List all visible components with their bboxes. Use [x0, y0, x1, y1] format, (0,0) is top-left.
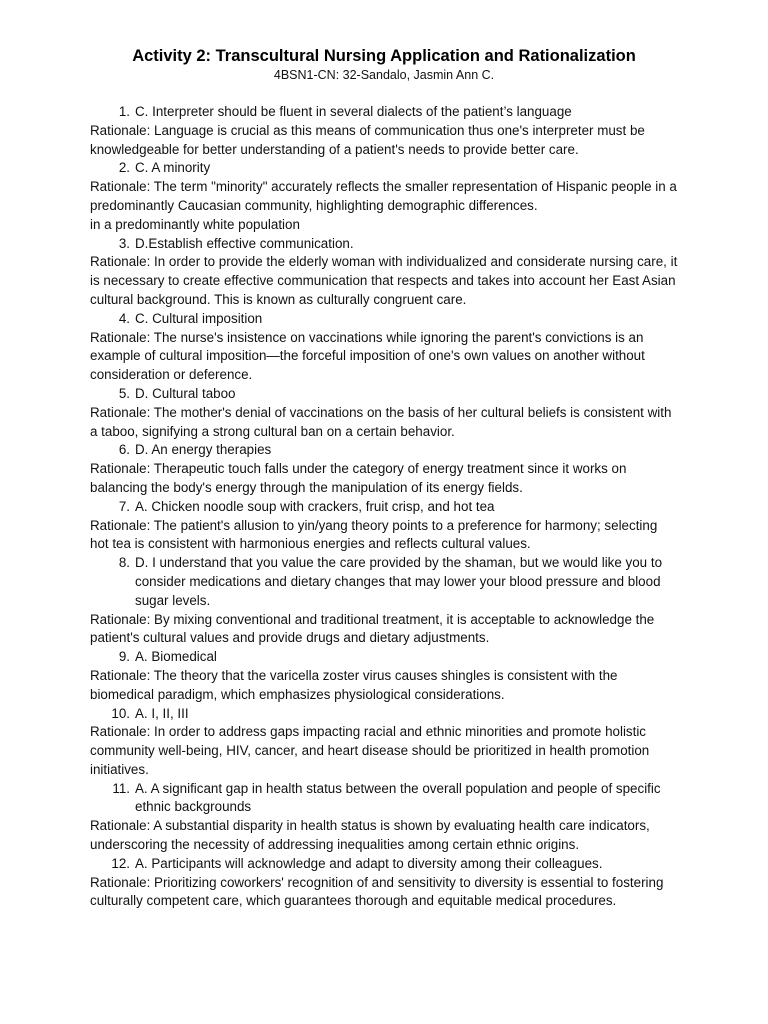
answer-item-6 — [90, 441, 678, 460]
item-number: 2. — [118, 160, 130, 176]
item-number: 4. — [118, 310, 130, 326]
answer-item-10 — [90, 705, 678, 724]
answer-item-4 — [90, 310, 678, 329]
item-number: 1. — [118, 104, 130, 119]
item-rationale: Rationale: The term "minority" accurately reflects the smaller representation of Hispanic people in a predominantly Caucasian community, highlighting demographic differences. — [90, 179, 677, 213]
document-subtitle: 4BSN1-CN: 32-Sandalo, Jasmin Ann C. — [273, 68, 495, 82]
item-answer: A. Biomedical — [135, 649, 217, 665]
item-answer: C. A minority — [135, 160, 211, 176]
answer-item-5 — [90, 385, 678, 404]
answer-item-9 — [90, 648, 678, 667]
item-rationale: Rationale: The nurse's insistence on vaccinations while ignoring the parent's convictions is an example of cultural imposition—the forceful imposition of one's own values on another without consideration or deference. — [90, 329, 645, 383]
answer-item-2 — [90, 159, 678, 178]
item-answer: C. Cultural imposition — [135, 310, 263, 326]
item-rationale: Rationale: A substantial disparity in health status is shown by evaluating health care indicators, underscoring the necessity of addressing inequalities among certain ethnic origins. — [90, 818, 650, 853]
answer-item-12 — [90, 855, 678, 874]
item-number: 5. — [118, 385, 130, 401]
answer-item-11 — [90, 780, 678, 818]
item-answer: D. I understand that you value the care provided by the shaman, but we would like you to consider medications and dietary changes that may lower your blood pressure and blood sugar levels. — [135, 555, 663, 608]
answer-item-1 — [90, 103, 678, 122]
item-rationale: Rationale: Therapeutic touch falls under the category of energy treatment since it works on balancing the body's energy through the manipulation of its energy fields. — [90, 461, 627, 495]
item-number: 8. — [118, 555, 130, 571]
item-number: 6. — [118, 442, 130, 458]
item-number: 7. — [118, 498, 130, 514]
item-number: 11. — [112, 780, 130, 796]
document-title: Activity 2: Transcultural Nursing Application and Rationalization — [132, 47, 636, 65]
item-number: 9. — [118, 649, 130, 665]
item-rationale: Rationale: By mixing conventional and traditional treatment, it is acceptable to acknowledge the patient's cultural values and provide drugs and dietary adjustments. — [90, 611, 655, 646]
item-answer: A. I, II, III — [135, 705, 189, 721]
answer-item-3 — [90, 235, 678, 254]
item-extra-note: in a predominantly white population — [90, 216, 300, 232]
item-answer: C. Interpreter should be fluent in several dialects of the patient’s language — [135, 104, 572, 119]
item-answer: D. An energy therapies — [135, 442, 272, 458]
item-answer: A. Chicken noodle soup with crackers, fruit crisp, and hot tea — [135, 498, 495, 514]
item-rationale: Rationale: The mother's denial of vaccinations on the basis of her cultural beliefs is consistent with a taboo, signifying a strong cultural ban on a certain behavior. — [90, 404, 672, 439]
item-number: 10. — [111, 705, 130, 721]
answer-item-7 — [90, 498, 678, 517]
item-number: 3. — [118, 235, 130, 251]
item-answer: A. A significant gap in health status between the overall population and people of specific ethnic backgrounds — [135, 780, 661, 815]
item-rationale: Rationale: The patient's allusion to yin/yang theory points to a preference for harmony; selecting hot tea is consistent with harmonious energies and reflects cultural values. — [90, 517, 658, 552]
answer-list — [90, 103, 678, 911]
item-answer: D.Establish effective communication. — [135, 235, 354, 251]
item-answer: A. Participants will acknowledge and adapt to diversity among their colleagues. — [135, 855, 603, 871]
item-rationale: Rationale: Prioritizing coworkers' recognition of and sensitivity to diversity is essential to fostering culturally competent care, which guarantees thorough and equitable medical procedures. — [90, 874, 664, 909]
item-rationale: Rationale: The theory that the varicella zoster virus causes shingles is consistent with the biomedical paradigm, which emphasizes physiological considerations. — [90, 667, 618, 702]
answer-item-8 — [90, 554, 678, 610]
item-answer: D. Cultural taboo — [135, 385, 236, 401]
item-rationale: Rationale: In order to address gaps impacting racial and ethnic minorities and promote holistic community well-being, HIV, cancer, and heart disease should be prioritized in health promotion initiatives. — [90, 724, 650, 777]
item-number: 12. — [111, 855, 130, 871]
item-rationale: Rationale: In order to provide the elderly woman with individualized and considerate nursing care, it is necessary to create effective communication that respects and takes into account her East Asian cultural background. This is known as culturally congruent care. — [90, 254, 678, 307]
item-rationale: Rationale: Language is crucial as this means of communication thus one's interpreter must be knowledgeable for better understanding of a patient's needs to provide better care. — [90, 122, 645, 157]
